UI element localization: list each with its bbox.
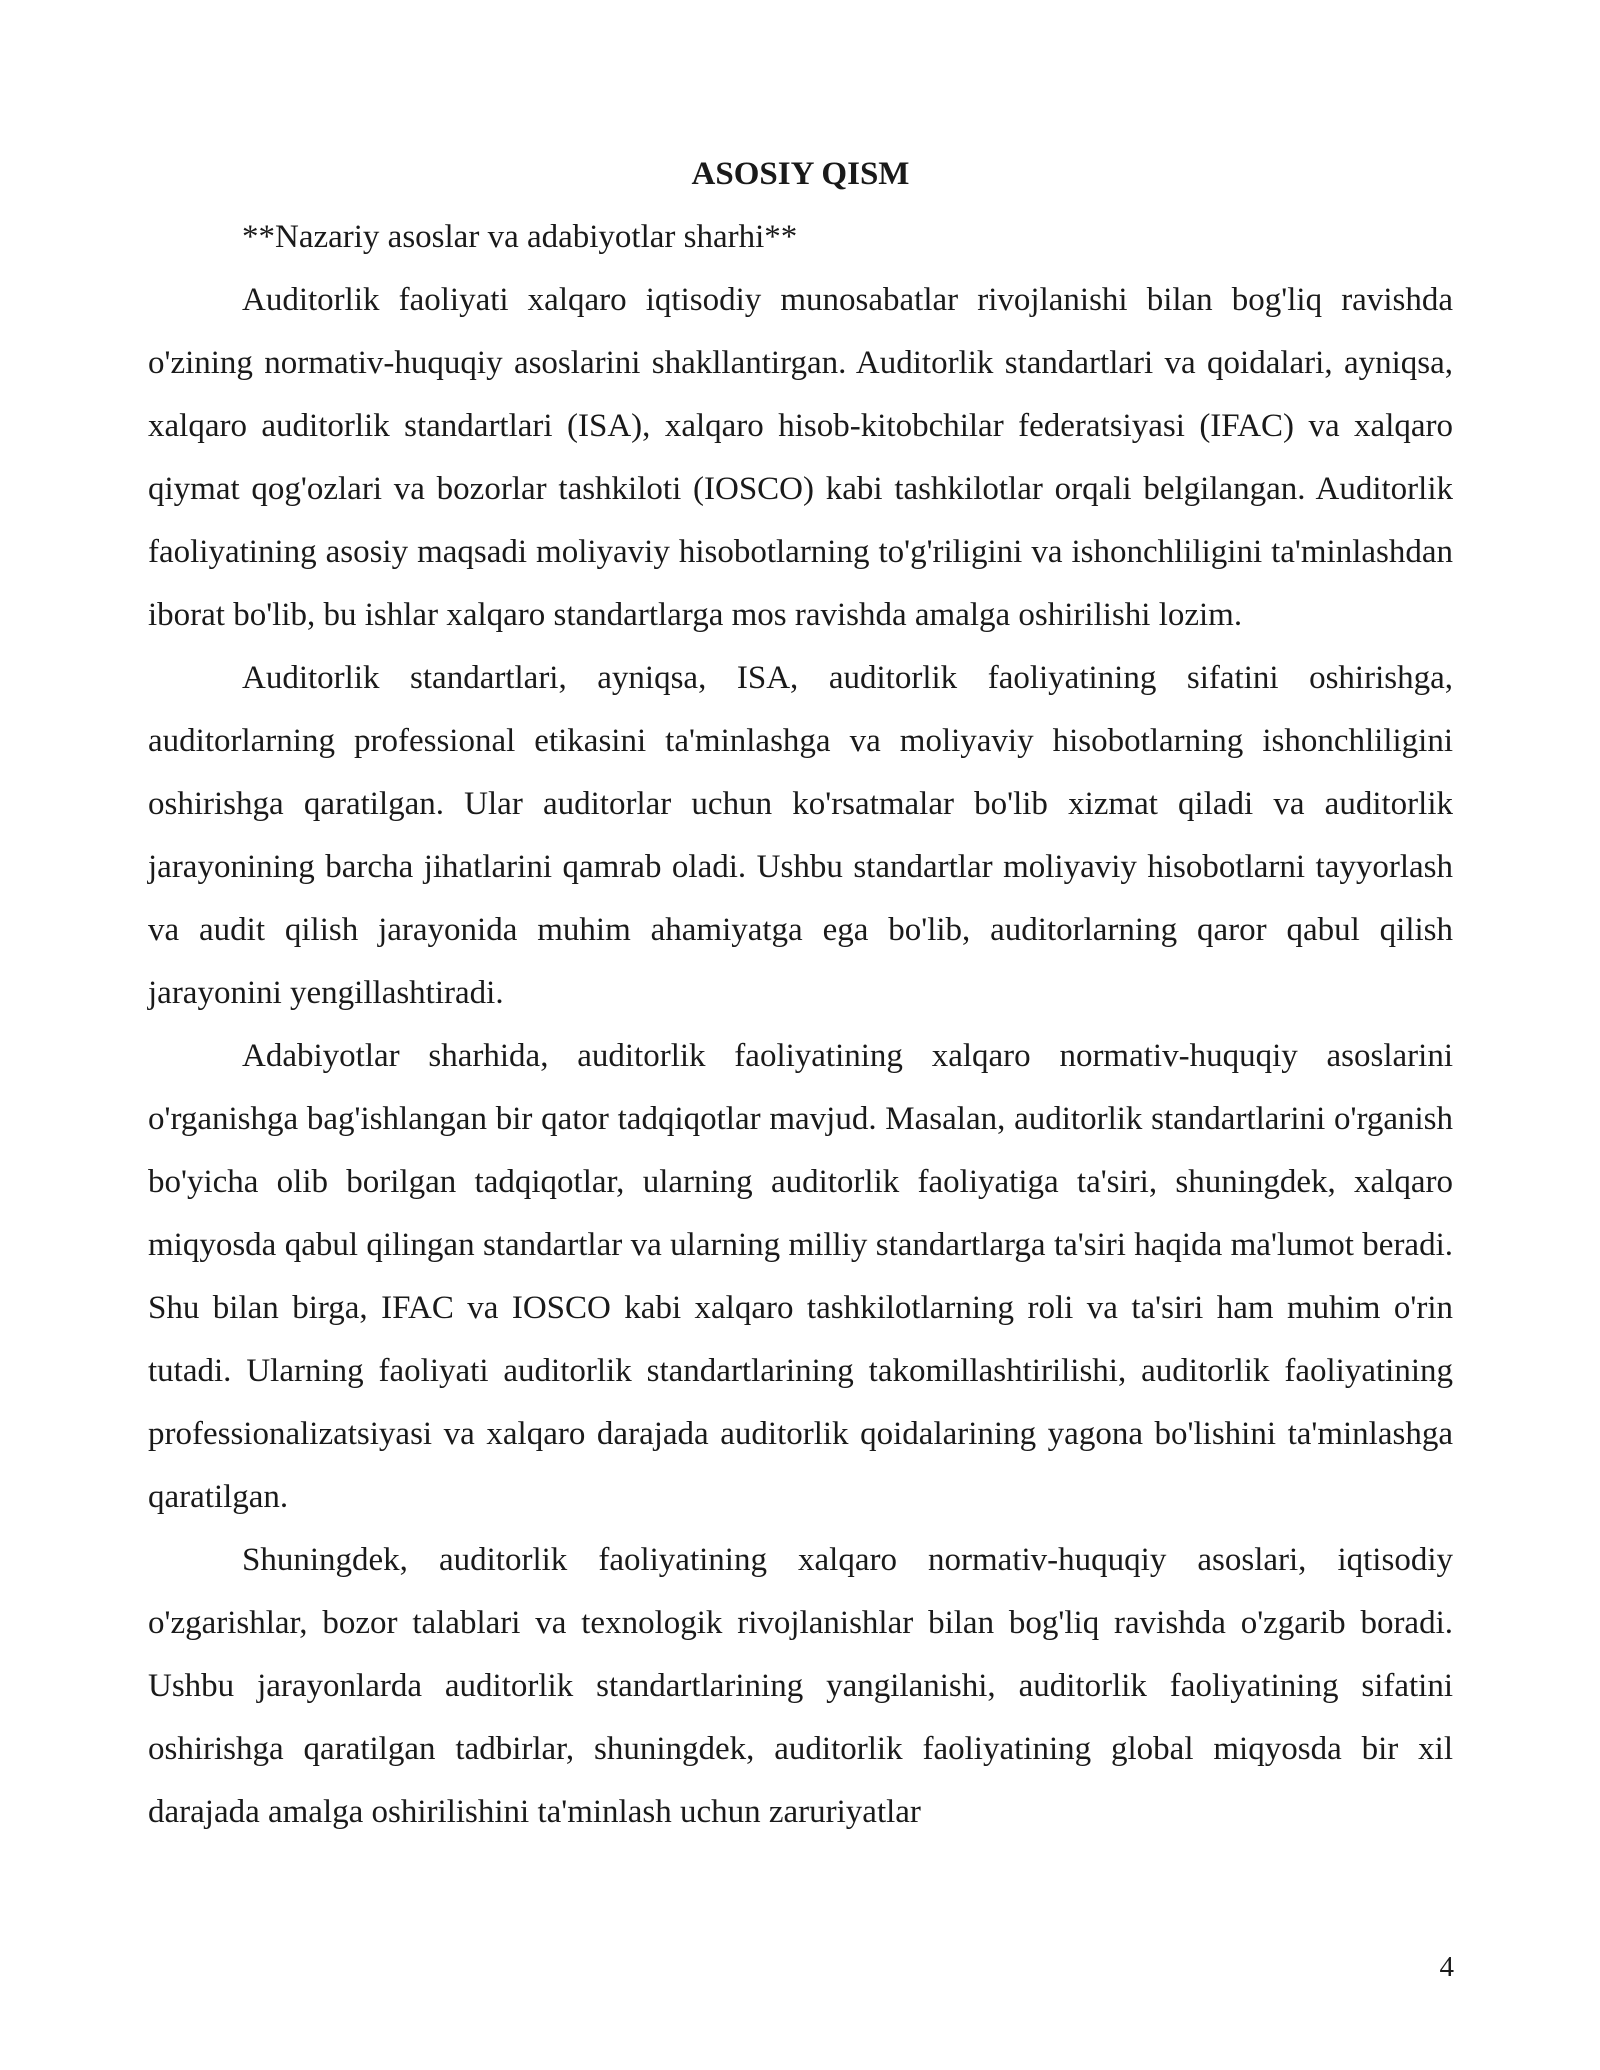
paragraph-4: Shuningdek, auditorlik faoliyatining xalqaro normativ-huquqiy asoslari, iqtisodiy o'zgarishlar, bozor talablari va texnologik rivojlanishlar bilan bog'liq ravishda o'zgarib boradi. Ushbu jarayonlarda auditorlik standartlarining yangilanishi, auditorlik faoliyatining sifatini oshirishga qaratilgan tadbirlar, shuningdek, auditorlik faoliyatining global miqyosda bir xil darajada amalga oshirilishini ta'minlash uchun zaruriyatlar	[148, 1542, 1453, 1830]
paragraph-2: Auditorlik standartlari, ayniqsa, ISA, auditorlik faoliyatining sifatini oshirishga, auditorlarning professional etikasini ta'minlashga va moliyaviy hisobotlarning ishonchliligini oshirishga qaratilgan. Ular auditorlar uchun ko'rsatmalar bo'lib xizmat qiladi va auditorlik jarayonining barcha jihatlarini qamrab oladi. Ushbu standartlar moliyaviy hisobotlarni tayyorlash va audit qilish jarayonida muhim ahamiyatga ega bo'lib, auditorlarning qaror qabul qilish jarayonini yengillashtiradi.	[148, 660, 1453, 1011]
paragraph-3: Adabiyotlar sharhida, auditorlik faoliyatining xalqaro normativ-huquqiy asoslarini o'rganishga bag'ishlangan bir qator tadqiqotlar mavjud. Masalan, auditorlik standartlarini o'rganish bo'yicha olib borilgan tadqiqotlar, ularning auditorlik faoliyatiga ta'siri, shuningdek, xalqaro miqyosda qabul qilingan standartlar va ularning milliy standartlarga ta'siri haqida ma'lumot beradi. Shu bilan birga, IFAC va IOSCO kabi xalqaro tashkilotlarning roli va ta'siri ham muhim o'rin tutadi. Ularning faoliyati auditorlik standartlarining takomillashtirilishi, auditorlik faoliyatining professionalizatsiyasi va xalqaro darajada auditorlik qoidalarining yagona bo'lishini ta'minlashga qaratilgan.	[148, 1038, 1453, 1515]
section-heading: ASOSIY QISM	[691, 156, 910, 192]
page-content	[148, 143, 1453, 1844]
page-number: 4	[1439, 1951, 1454, 1983]
paragraph-1: Auditorlik faoliyati xalqaro iqtisodiy munosabatlar rivojlanishi bilan bog'liq ravishda o'zining normativ-huquqiy asoslarini shakllantirgan. Auditorlik standartlari va qoidalari, ayniqsa, xalqaro auditorlik standartlari (ISA), xalqaro hisob-kitobchilar federatsiyasi (IFAC) va xalqaro qiymat qog'ozlari va bozorlar tashkiloti (IOSCO) kabi tashkilotlar orqali belgilangan. Auditorlik faoliyatining asosiy maqsadi moliyaviy hisobotlarning to'g'riligini va ishonchliligini ta'minlashdan iborat bo'lib, bu ishlar xalqaro standartlarga mos ravishda amalga oshirilishi lozim.	[148, 282, 1453, 633]
section-subheading: **Nazariy asoslar va adabiyotlar sharhi**	[242, 219, 798, 255]
